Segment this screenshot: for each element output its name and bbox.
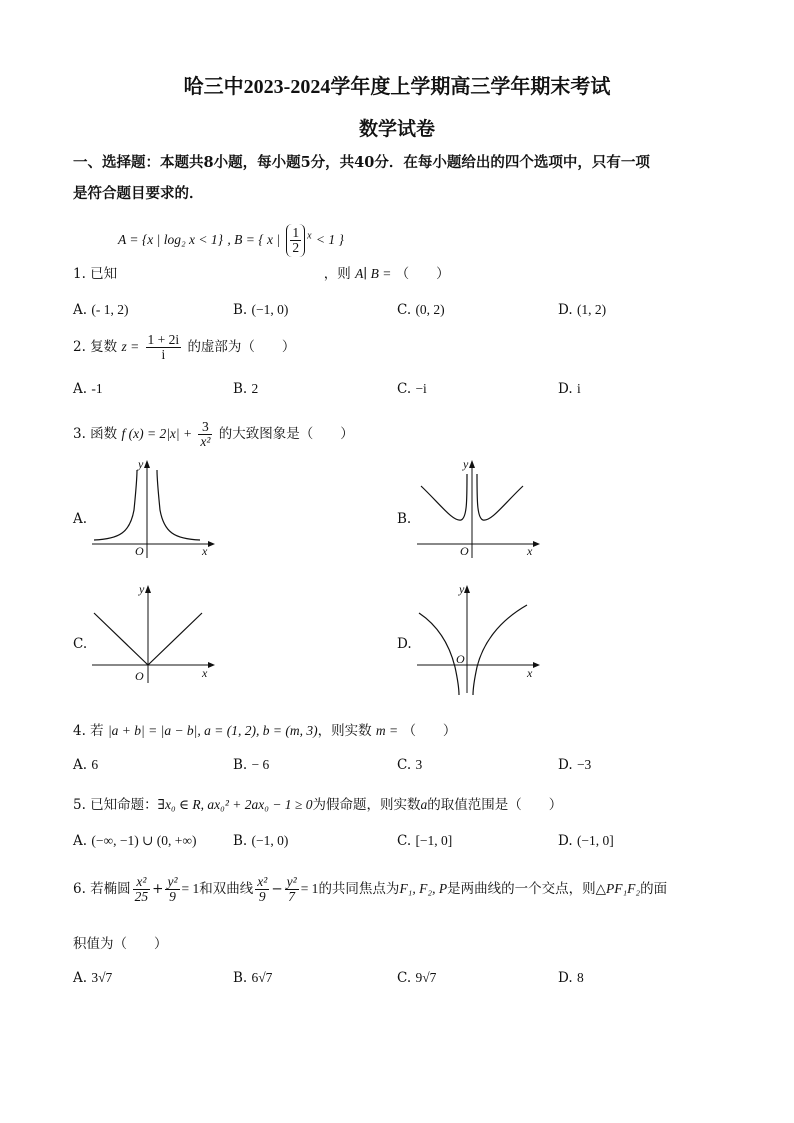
q6-ellipse-frac1 <box>133 875 151 904</box>
curve-left <box>94 470 137 540</box>
q5-option-a-letter: A. <box>73 833 88 849</box>
q1-set-b-post: < 1 } <box>315 232 344 248</box>
y-axis-arrow-icon <box>464 585 470 593</box>
q1-option-d-text: (1, 2) <box>576 302 607 317</box>
q6-option-b[interactable] <box>233 970 272 986</box>
q6-option-b-text: 6√7 <box>251 970 273 985</box>
q6-ellipse-frac2 <box>165 875 179 904</box>
x-axis-label: x <box>527 666 533 680</box>
q3-rest: 的大致图象是（ ） <box>218 426 354 443</box>
q1-option-a-letter: A. <box>73 302 88 318</box>
q5-rest: 为假命题，则实数 <box>312 797 421 813</box>
x-axis-arrow-icon <box>208 541 215 547</box>
q6-hyperbola-frac1 <box>255 875 269 904</box>
q3-graph-d[interactable] <box>415 582 545 700</box>
q1-option-c-letter: C. <box>397 302 412 318</box>
x-axis-arrow-icon <box>533 541 540 547</box>
q2-option-a[interactable] <box>73 381 103 397</box>
q1-half-fraction <box>286 224 305 257</box>
q6-triangle: △PF₁F₂ <box>595 881 641 897</box>
q1-option-a[interactable] <box>73 302 128 318</box>
q5-option-c[interactable] <box>397 833 452 849</box>
q6-h1-num: x² <box>257 874 268 889</box>
q4-paren: （ ） <box>402 723 457 739</box>
x-axis-arrow-icon <box>208 662 215 668</box>
q6-rest: 的共同焦点为 <box>318 881 400 898</box>
q3-option-b-letter[interactable]: B. <box>397 511 412 527</box>
q5-option-c-text: [−1, 0] <box>415 833 453 848</box>
x-axis-label: x <box>202 666 208 680</box>
q1-ask: ，则 <box>323 266 351 282</box>
q6-stem-line1: 6. 若椭圆 $\frac{\text{x²}}{25}$ + $\frac{\text{y²}}{9}$ = 1和双曲线 $\frac{\text{x²}}{9}$ − $\frac{\text{y²}}{7}$ = 1的共同焦点为F₁, F₂, P是两曲线的一个交点，则△PF₁F₂的面 <box>73 874 668 905</box>
y-axis-arrow-icon <box>145 585 151 593</box>
q5-option-a-text: (−∞, −1) ∪ (0, +∞) <box>91 833 197 848</box>
q1-option-a-text: (- 1, 2) <box>91 302 129 317</box>
q6-number: 6. 若椭圆 <box>73 881 131 898</box>
q2-option-a-text: -1 <box>91 381 103 396</box>
q6-option-d-letter: D. <box>558 970 573 986</box>
x-axis-label: x <box>202 544 208 558</box>
y-axis-arrow-icon <box>469 460 475 468</box>
q4-stem <box>73 719 456 739</box>
origin-label: O <box>135 669 144 683</box>
q6-mid: 和双曲线 <box>199 881 254 898</box>
q6-option-a[interactable] <box>73 970 112 986</box>
q6-e1-num: x² <box>133 875 151 890</box>
y-axis-arrow-icon <box>144 460 150 468</box>
q6-hyperbola-frac2 <box>285 875 299 904</box>
q5-expr: ∃x₀ ∈ R, ax₀² + 2ax₀ − 1 ≥ 0 <box>157 797 313 812</box>
q4-option-b-letter: B. <box>233 757 248 773</box>
q3-stem <box>73 420 354 449</box>
q5-option-b-letter: B. <box>233 833 248 849</box>
q1-number: 1. 已知 <box>73 266 118 282</box>
q1-option-d[interactable] <box>558 302 606 318</box>
q6-h1-den: 9 <box>258 889 266 905</box>
q2-numerator: 1 + 2i <box>147 332 180 347</box>
q4-option-b[interactable] <box>233 757 269 773</box>
q6-h2-den: 7 <box>288 889 296 905</box>
section-heading-line2: 是符合题目要求的． <box>73 185 204 202</box>
q6-eq1: = 1 <box>181 881 200 897</box>
q6-rest2: 是两曲线的一个交点，则 <box>447 881 596 898</box>
q2-option-b[interactable] <box>233 381 258 397</box>
q4-option-c-text: 3 <box>415 757 423 772</box>
y-axis-label: y <box>459 582 465 596</box>
q3-option-d-letter[interactable]: D. <box>397 636 412 652</box>
q6-rest3: 的面 <box>640 881 668 898</box>
origin-label: O <box>460 544 469 558</box>
q3-graph-c[interactable] <box>90 582 220 685</box>
q6-option-d[interactable] <box>558 970 584 986</box>
q5-option-c-letter: C. <box>397 833 412 849</box>
q1-half-den: 2 <box>292 240 300 256</box>
q5-rest2: 的取值范围是（ ） <box>427 797 563 813</box>
x-axis-label: x <box>527 544 533 558</box>
q5-option-b[interactable] <box>233 833 288 849</box>
q6-option-c-text: 9√7 <box>415 970 437 985</box>
q5-option-d[interactable] <box>558 833 614 849</box>
q6-stem-line2: 积值为（ ） <box>73 936 168 952</box>
q5-number: 5. 已知命题： <box>73 797 158 813</box>
curve-right <box>473 605 527 695</box>
q4-var: m = <box>375 723 399 738</box>
q1-ask-expr: A∣ B = <box>355 266 392 281</box>
q5-stem <box>73 793 562 813</box>
q4-option-a-letter: A. <box>73 757 88 773</box>
q6-foci: F₁, F₂, P <box>399 881 448 897</box>
q5-option-b-text: (−1, 0) <box>251 833 289 848</box>
q2-option-d[interactable] <box>558 381 581 397</box>
q6-option-d-text: 8 <box>576 970 584 985</box>
q5-var: a <box>420 797 428 812</box>
q4-option-d-text: −3 <box>576 757 592 772</box>
q6-option-c[interactable] <box>397 970 436 986</box>
q2-rest: 的虚部为（ ） <box>187 339 296 356</box>
q3-option-c-letter[interactable]: C. <box>73 636 88 652</box>
q3-expr: f (x) = 2|x| + <box>121 426 193 442</box>
q3-graph-b[interactable] <box>415 457 545 560</box>
q1-set-b-pre: , B = { x | <box>227 232 281 248</box>
q4-option-a[interactable] <box>73 757 98 773</box>
q6-eq2: = 1 <box>300 881 319 897</box>
q1-paren: （ ） <box>395 266 450 282</box>
q2-option-b-text: 2 <box>251 381 259 396</box>
q2-lhs: z = <box>121 339 140 355</box>
q1-option-b-text: (−1, 0) <box>251 302 289 317</box>
q6-e2-den: 9 <box>169 889 176 905</box>
q4-expr: |a + b| = |a − b|, a = (1, 2), b = (m, 3) <box>107 723 318 738</box>
q2-option-c[interactable] <box>397 381 427 397</box>
line-right <box>148 613 202 665</box>
curve-left <box>421 474 467 520</box>
q2-option-d-letter: D. <box>558 381 573 397</box>
q1-set-a: A = {x | log₂ x < 1} <box>118 232 224 248</box>
q2-option-c-letter: C. <box>397 381 412 397</box>
line-left <box>94 613 148 665</box>
q2-option-b-letter: B. <box>233 381 248 397</box>
q6-h2-num: y² <box>286 874 297 889</box>
y-axis-label: y <box>463 457 469 471</box>
q6-option-a-letter: A. <box>73 970 88 986</box>
q5-option-d-letter: D. <box>558 833 573 849</box>
q5-option-a[interactable] <box>73 833 196 849</box>
y-axis-label: y <box>139 582 145 596</box>
q4-option-d-letter: D. <box>558 757 573 773</box>
x-axis-arrow-icon <box>533 662 540 668</box>
q6-option-a-text: 3√7 <box>91 970 113 985</box>
q1-option-c[interactable] <box>397 302 445 318</box>
q3-fraction <box>198 420 212 449</box>
q1-expression <box>118 224 344 257</box>
q6-option-c-letter: C. <box>397 970 412 986</box>
q6-option-b-letter: B. <box>233 970 248 986</box>
q5-option-d-text: (−1, 0] <box>576 833 614 848</box>
q2-option-d-text: i <box>576 381 581 396</box>
q1-option-b[interactable] <box>233 302 288 318</box>
q2-denominator: i <box>161 347 166 363</box>
q3-number: 3. 函数 <box>73 426 118 443</box>
y-axis-label: y <box>138 457 144 471</box>
q6-e1-den: 25 <box>134 889 149 905</box>
q3-denominator: x² <box>200 434 211 450</box>
q1-option-d-letter: D. <box>558 302 573 318</box>
q1-stem <box>73 262 450 282</box>
q2-number: 2. 复数 <box>73 339 118 356</box>
q2-option-c-text: −i <box>415 381 427 396</box>
curve-right <box>477 474 523 520</box>
q1-half-num: 1 <box>292 225 300 240</box>
q3-graph-a[interactable] <box>90 457 220 560</box>
q2-option-a-letter: A. <box>73 381 88 397</box>
origin-label: O <box>456 652 465 666</box>
exam-subtitle: 数学试卷 <box>358 119 435 140</box>
q1-option-c-text: (0, 2) <box>415 302 445 317</box>
q4-number: 4. 若 <box>73 723 104 739</box>
exam-title: 哈三中2023-2024学年度上学期高三学年期末考试 <box>183 76 611 98</box>
q1-exponent: x <box>307 230 312 242</box>
q2-stem <box>73 333 295 362</box>
curve-left <box>419 613 459 695</box>
curve-right <box>157 470 200 540</box>
origin-label: O <box>135 544 144 558</box>
q3-option-a-letter[interactable]: A. <box>73 511 88 527</box>
q4-option-a-text: 6 <box>91 757 99 772</box>
section-heading-line1: 一、选择题：本题共8小题，每小题5分，共40分．在每小题给出的四个选项中，只有一项 <box>73 154 650 171</box>
q4-rest: ，则实数 <box>317 723 372 739</box>
q4-option-d[interactable] <box>558 757 591 773</box>
q4-option-b-text: − 6 <box>251 757 270 772</box>
q3-numerator: 3 <box>198 420 212 435</box>
q4-option-c[interactable] <box>397 757 422 773</box>
q4-option-c-letter: C. <box>397 757 412 773</box>
q2-fraction <box>146 333 182 362</box>
q1-option-b-letter: B. <box>233 302 248 318</box>
q6-e2-num: y² <box>167 874 178 889</box>
